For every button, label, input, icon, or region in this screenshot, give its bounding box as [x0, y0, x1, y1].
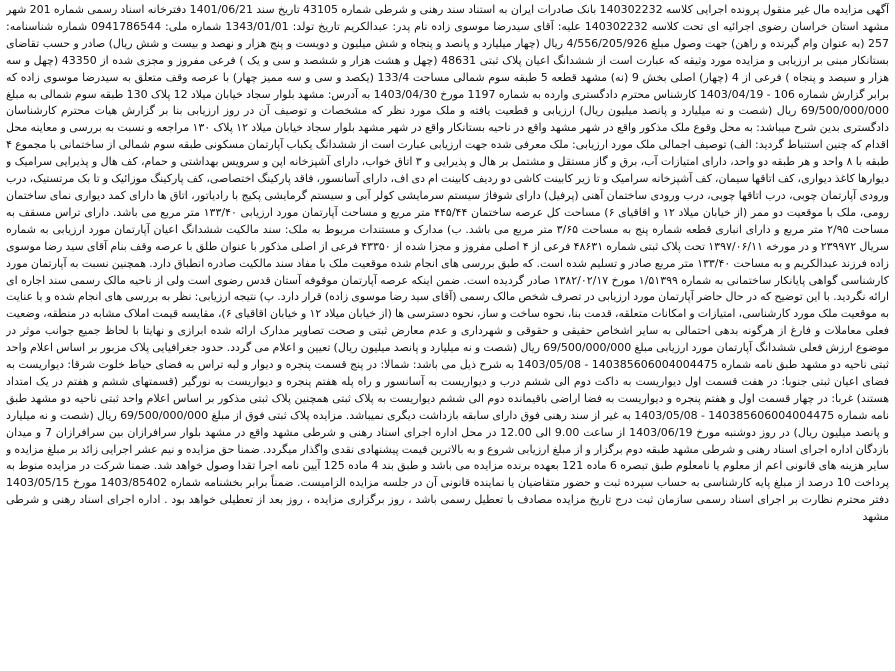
auction-notice-document [6, 2, 889, 669]
notice-body-paragraph: آگهی مزایده مال غیر منقول پرونده اجرایی کلاسه 140302232 بانک صادرات ایران به استناد سند رهنی و شرطی شماره 43105 تاریخ سند 1401/06/21 دفترخانه اسناد رسمی شماره 201 شهر مشهد استان خراسان رضوی اجرائیه ای تحت کلاسه 140302232 علیه: آقای سیدرضا موسوی زاده نام پدر: عبدالکریم تاریخ تولد: 1343/01/01 شماره ملی: 0941786544 شماره شناسنامه: 257 (به عنوان وام گیرنده و راهن) جهت وصول مبلغ 4/556/205/926 ریال (چهار میلیارد و پانصد و پنجاه و شش میلیون و دویست و پنج هزار و نهصد و بیست و شش ریال) صادر و حسب تقاضای بستانکار مبنی بر ارزیابی و مزایده مورد وثیقه که عبارت است از ششدانگ اعیان پلاک ثبتی 48631 (چهل و هشت هزار و ششصد و سی و یک ) فرعی مفروز و مجزی شده از 43350 (چهل و سه هزار و سیصد و پنجاه ) فرعی از 4 (چهار) اصلی بخش 9 (نه) مشهد قطعه 5 طبقه سوم شمالی مساحت 133/4 (یکصد و سی و سه ممیز چهار) با عرصه وقف متعلق به سیدرضا موسوی زاده که برابر گزارش شماره 106 - 1403/04/19 کارشناس محترم دادگستری وارده به شماره 1197 مورخ 1403/04/30 به آدرس: مشهد بلوار سجاد خیابان میلاد 12 پلاک 130 طبقه سوم شمالی به مبلغ 69/500/000/000 ریال (شصت و نه میلیارد و پانصد میلیون ریال) ارزیابی و قطعیت یافته و ملک مورد نظر که مشخصات و توصیف آن در روز ارزیابی بنا بر گزارش هیات محترم کارشناسان دادگستری بدین شرح میباشد: به محل وقوع ملک مذکور واقع در شهر مشهد واقع در ناحیه بستانکار واقع در شهر مشهد بلوار سجاد خیابان میلاد ۱۲ پلاک ۱۳۰ مراجعه و نسبت به بررسی و معاینه محل اقدام که چنین استنباط گردید: الف) توصیف اجمالی ملک مورد ارزیابی: ملک معرفی شده جهت ارزیابی عبارت است از ششدانگ یکباب آپارتمان مسکونی طبقه سوم شمالی از ساختمانی با مجموع ۴ طبقه با ۸ واحد و هر طبقه دو واحد، دارای امتیازات آب، برق و گاز مستقل و مشتمل بر هال و پذیرایی و ۳ اتاق خواب، دارای آشپزخانه اپن و سرویس بهداشتی و حمام، کف هال و پذیرایی سرامیک و دیوارها کاغذ دیواری، کف اتاقها سیمان، کف آشپزخانه سرامیک و تا زیر کابینت کاشی دو ردیف کابینت ام دی اف، دارای آسانسور، فاقد پارکینگ اختصاصی، کف پارکینگ موزائیک و تا بک مرتستیک، درب ورودی آپارتمان چوبی، درب اتاقها چوبی، درب ورودی ساختمان آهنی (پرفیل) دارای شوفاژ سیستم سرمایشی کولر آبی و سیستم گرمایشی پکیج با رادیاتور، اتاق ها دارای کمد دیواری نمای ساختمان رومی، ملک با موقعیت دو ممر (از خیابان میلاد ۱۲ و اقاقیای ۶) مساحت کل عرصه ساختمان ۴۴۵/۴۴ متر مربع و مساحت آپارتمان مورد ارزیابی ۱۳۳/۴۰ متر مربع می باشد. دارای تراس مسقف به مساحت ۲/۹۵ متر مربع و دارای انباری قطعه شماره پنج به مساحت ۳/۶۵ متر مربع می باشد. ب) مدارک و مستندات مربوط به ملک: سند مالکیت ششدانگ اعیان آپارتمان مورد ارزیابی به شماره سریال ۲۳۹۹۷۲ و در مورخه ۱۳۹۷/۰۶/۱۱ تحت پلاک ثبتی شماره ۴۸۶۳۱ فرعی از ۴ اصلی مفروز و مجزا شده از ۴۳۳۵۰ فرعی از اصلی مذکور با عنوان طلق با عرصه وقف بنام آقای سید رضا موسوی زاده فرزند عبدالکریم و به مساحت ۱۳۳/۴۰ متر مربع صادر و تسلیم شده است. که طبق بررسی های انجام شده موقعیت ملک با مفاد سند مالکیت صادره انطباق دارد. همچنین نسبت به آپارتمان مورد کارشناسی گواهی پایانکار ساختمانی به شماره ۱/۵۱۳۹۹ مورخ ۱۳۸۲/۰۲/۱۷ صادر گردیده است. ضمن اینکه عرصه آپارتمان موقوفه آستان قدس رضوی است ولی از ناحیه مالک رسمی سند اجاره ای ارائه نگردید. با این توضیح که در حال حاضر آپارتمان مورد ارزیابی در تصرف شخص مالک رسمی (آقای سید رضا موسوی زاده) قرار دارد. پ) نتیجه ارزیابی: نظر به بررسی های انجام شده و با عنایت به موقعیت ملک مورد کارشناسی، امتیازات و امکانات متعلقه، قدمت بنا، نحوه ساخت و ساز، نحوه دسترسی ها (از خیابان میلاد ۱۲ و خیابان اقاقیای ۶)، مقایسه قیمت املاک مشابه در منطقه، وضعیت فعلی معاملات و فارغ از هرگونه بدهی احتمالی به سایر اشخاص حقیقی و حقوقی و شهرداری و عدم معارض ثبتی و صحت تصاویر مدارک ارائه شده ابرازی و نهایتا با لحاظ جمیع جوانب موثر در موضوع ارزش فعلی ششدانگ آپارتمان مورد ارزیابی مبلغ 69/500/000/000 ریال (شصت و نه میلیارد و پانصد میلیون ریال) تعیین و اعلام می گردد. حدود جغرافیایی پلاک مزبور بر اساس اعلام واحد ثبتی ناحیه دو مشهد طبق نامه شماره 140385606004004475 - 1403/05/08 به شرح ذیل می باشد: شمالا: در پنج قسمت پنجره و دیوار و لبه تراس به فضای حیاط خلوت شرقا: دیواریست به فضای اعیان ثبتی جنوبا: در هفت قسمت اول دیواریست به داکت دوم الی ششم درب و دیواریست به آسانسور و راه پله هفتم پنجره و دیواریست به نورگیر (قسمتهای ششم و هفتم در یک امتداد هستند) غربا: در چهار قسمت اول و هفتم پنجره و دیواریست به فضا اراضی باقیمانده دوم الی ششم دیواریست به پلاک ثبتی همچنین پلاک ثبتی مذکور بر اساس اعلام واحد ثبتی ناحیه دو مشهد طبق نامه شماره 140385606004004475 - 1403/05/08 به غیر از سند رهنی فوق دارای سابقه بازداشت دیگری نمیباشد. مزایده پلاک ثبتی فوق از مبلغ 69/500/000/000 ریال (شصت و نه میلیارد و پانصد میلیون ریال) در روز دوشنبه مورخ 1403/06/19 از ساعت 9.00 الی 12.00 در محل اداره اجرای اسناد رهنی و شرطی مشهد واقع در مشهد بلوار سرافرازان بین سرافرازان 7 و میدان بازدگان اداره اجرای اسناد رهنی و شرطی مشهد طبقه دوم برگزار و از مبلغ ارزیابی شروع و به بالاترین قیمت پیشنهادی نقدی واگذار میگردد. ضمنا حق مزایده و نیم عشر اجرایی زائد بر مبلغ مزایده و سایر هزینه های قانونی اعم از معلوم یا نامعلوم طبق تبصره 6 ماده 121 بعهده برنده مزایده می باشد و طبق بند 4 ماده 125 آیین نامه اجرا تقدا وصول خواهد شد. ضمنا شرکت در مزایده منوط به پرداخت 10 درصد از مبلغ پایه کارشناسی به حساب سپرده ثبت و حضور متقاضیان یا نماینده قانونی آن در جلسه مزایده الزامیست. ضمناً برابر بخشنامه شماره 1403/85402 مورخ 1403/05/15 دفتر محترم نظارت بر اجرای اسناد رسمی سازمان ثبت درج تاریخ مزایده مصادف با تعطیل رسمی باشد ، روز برگزاری مزایده ، روز بعد از تعطیلی خواهد بود . اداره اجرای اسناد رهنی و شرطی مشهد [6, 3, 889, 524]
